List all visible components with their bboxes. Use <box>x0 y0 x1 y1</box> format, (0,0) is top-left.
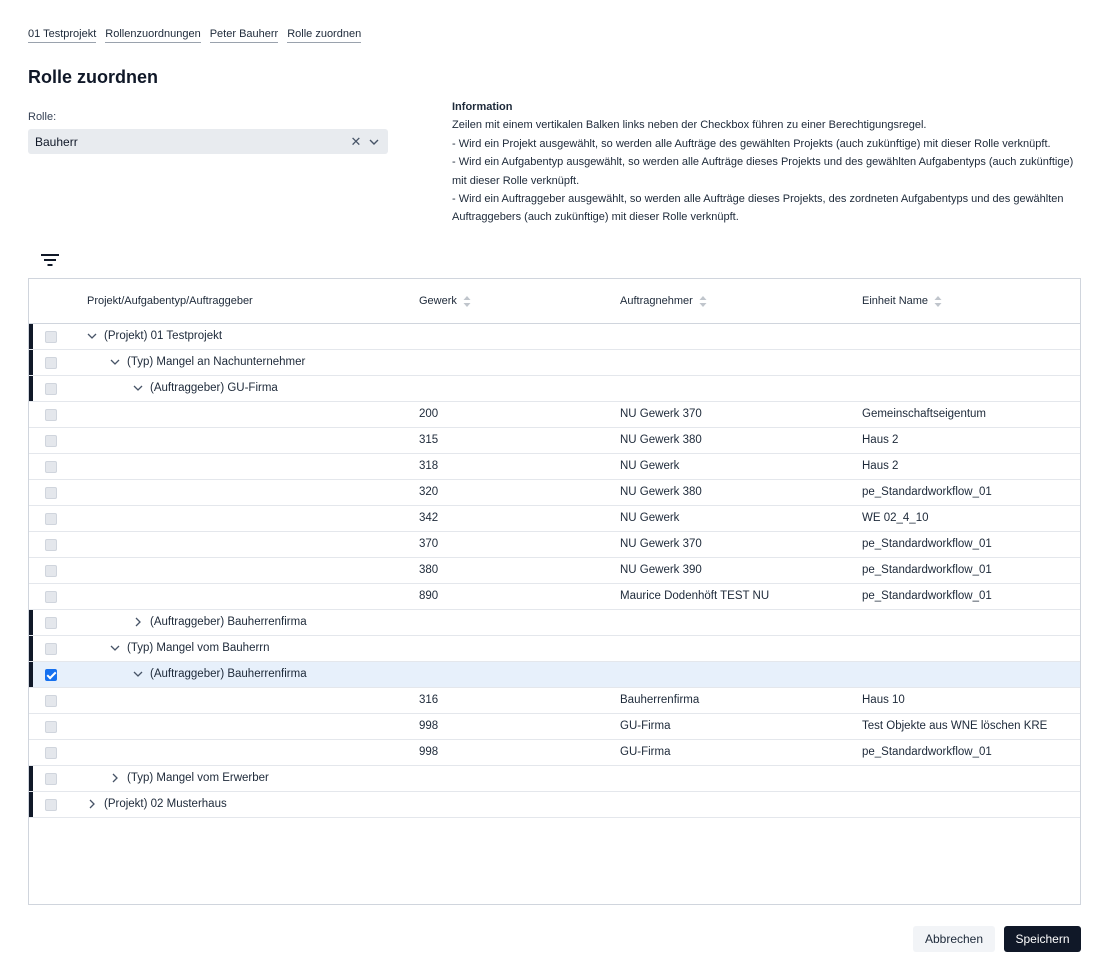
tree-node <box>110 772 269 784</box>
chevron-right-icon[interactable] <box>87 799 97 809</box>
row-checkbox[interactable] <box>45 383 57 395</box>
table-row[interactable] <box>29 428 1080 454</box>
row-checkbox[interactable] <box>45 695 57 707</box>
table-row[interactable] <box>29 740 1080 766</box>
information-line: - Wird ein Auftraggeber ausgewählt, so werden alle Aufträge dieses Projekts, des zordneten Aufgabentyps und des gewählten Auftraggebers (auch zukünftige) mit dieser Rolle verknüpft. <box>452 193 1064 224</box>
chevron-down-icon[interactable] <box>110 643 120 653</box>
save-button[interactable]: Speichern <box>1004 926 1081 952</box>
sort-icon <box>934 296 942 307</box>
information-line: - Wird ein Projekt ausgewählt, so werden alle Aufträge des gewählten Projekts (auch zukünftige) mit dieser Rolle verknüpft. <box>452 137 1051 150</box>
rolle-label: Rolle: <box>28 111 57 123</box>
einheit-cell: Haus 2 <box>862 434 899 446</box>
tree-node-label: (Projekt) 02 Musterhaus <box>104 798 227 810</box>
gewerk-cell: 320 <box>419 486 439 498</box>
assignment-tree-table <box>28 278 1081 905</box>
row-checkbox[interactable] <box>45 513 57 525</box>
rule-indicator-bar <box>29 766 33 791</box>
gewerk-cell: 380 <box>419 564 439 576</box>
einheit-cell: pe_Standardworkflow_01 <box>862 538 992 550</box>
chevron-down-icon[interactable] <box>367 139 381 145</box>
rolle-select-value: Bauherr <box>35 134 78 149</box>
tree-row[interactable] <box>29 766 1080 792</box>
gewerk-cell: 200 <box>419 408 439 420</box>
table-row[interactable] <box>29 506 1080 532</box>
cancel-button[interactable]: Abbrechen <box>913 926 995 952</box>
row-checkbox[interactable] <box>45 409 57 421</box>
chevron-down-icon[interactable] <box>87 331 97 341</box>
tree-node <box>110 642 270 654</box>
rule-indicator-bar <box>29 324 33 349</box>
table-row[interactable] <box>29 532 1080 558</box>
tree-row[interactable] <box>29 350 1080 376</box>
tree-node <box>133 616 307 628</box>
auftragnehmer-cell: Maurice Dodenhöft TEST NU <box>620 590 770 602</box>
chevron-down-icon[interactable] <box>133 383 143 393</box>
row-checkbox[interactable] <box>45 435 57 447</box>
tree-node-label: (Auftraggeber) GU-Firma <box>150 382 278 394</box>
rule-indicator-bar <box>29 662 33 687</box>
tree-row[interactable] <box>29 636 1080 662</box>
rule-indicator-bar <box>29 636 33 661</box>
chevron-down-icon[interactable] <box>110 357 120 367</box>
filter-icon[interactable] <box>40 252 60 268</box>
rule-indicator-bar <box>29 610 33 635</box>
rule-indicator-bar <box>29 376 33 401</box>
row-checkbox[interactable] <box>45 799 57 811</box>
tree-node <box>87 330 222 342</box>
auftragnehmer-cell: NU Gewerk 380 <box>620 434 702 446</box>
row-checkbox[interactable] <box>45 617 57 629</box>
gewerk-cell: 998 <box>419 746 439 758</box>
information-title: Information <box>452 101 513 113</box>
einheit-cell: WE 02_4_10 <box>862 512 929 524</box>
rule-indicator-bar <box>29 792 33 817</box>
row-checkbox[interactable] <box>45 747 57 759</box>
tree-node-label: (Typ) Mangel vom Bauherrn <box>127 642 270 654</box>
gewerk-cell: 318 <box>419 460 439 472</box>
gewerk-cell: 315 <box>419 434 439 446</box>
auftragnehmer-cell: NU Gewerk 390 <box>620 564 702 576</box>
gewerk-cell: 316 <box>419 694 439 706</box>
table-row[interactable] <box>29 714 1080 740</box>
tree-row[interactable] <box>29 792 1080 818</box>
tree-row[interactable] <box>29 662 1080 688</box>
row-checkbox[interactable] <box>45 565 57 577</box>
close-icon[interactable]: ✕ <box>350 133 362 149</box>
information-line: Zeilen mit einem vertikalen Balken links neben der Checkbox führen zu einer Berechtigungsregel. <box>452 119 927 132</box>
table-row[interactable] <box>29 454 1080 480</box>
row-checkbox[interactable] <box>45 669 57 681</box>
table-row[interactable] <box>29 688 1080 714</box>
gewerk-cell: 342 <box>419 512 439 524</box>
row-checkbox[interactable] <box>45 331 57 343</box>
auftragnehmer-cell: NU Gewerk 370 <box>620 538 702 550</box>
column-header-einheit[interactable]: Einheit Name <box>862 295 942 307</box>
einheit-cell: pe_Standardworkflow_01 <box>862 746 992 758</box>
tree-row[interactable] <box>29 610 1080 636</box>
information-panel <box>452 98 1082 227</box>
auftragnehmer-cell: GU-Firma <box>620 720 671 732</box>
row-checkbox[interactable] <box>45 643 57 655</box>
einheit-cell: Haus 2 <box>862 460 899 472</box>
table-row[interactable] <box>29 584 1080 610</box>
auftragnehmer-cell: Bauherrenfirma <box>620 694 700 706</box>
einheit-cell: Haus 10 <box>862 694 905 706</box>
tree-node-label: (Typ) Mangel vom Erwerber <box>127 772 269 784</box>
breadcrumb <box>28 27 361 43</box>
gewerk-cell: 890 <box>419 590 439 602</box>
chevron-right-icon[interactable] <box>133 617 143 627</box>
column-header-gewerk[interactable]: Gewerk <box>419 295 471 307</box>
sort-icon <box>699 296 707 307</box>
einheit-cell: pe_Standardworkflow_01 <box>862 590 992 602</box>
row-checkbox[interactable] <box>45 461 57 473</box>
table-row[interactable] <box>29 480 1080 506</box>
einheit-cell: pe_Standardworkflow_01 <box>862 564 992 576</box>
tree-node <box>133 668 307 680</box>
sort-icon <box>463 296 471 307</box>
rolle-select[interactable] <box>28 129 388 154</box>
breadcrumb-role-assignments[interactable]: Rollenzuordnungen <box>105 27 200 43</box>
page-title: Rolle zuordnen <box>28 67 158 87</box>
row-checkbox[interactable] <box>45 721 57 733</box>
tree-row[interactable] <box>29 324 1080 350</box>
column-header-projekt: Projekt/Aufgabentyp/Auftraggeber <box>87 295 253 307</box>
tree-node <box>133 382 278 394</box>
auftragnehmer-cell: NU Gewerk <box>620 512 680 524</box>
gewerk-cell: 370 <box>419 538 439 550</box>
row-checkbox[interactable] <box>45 539 57 551</box>
einheit-cell: pe_Standardworkflow_01 <box>862 486 992 498</box>
tree-node <box>110 356 305 368</box>
einheit-cell: Test Objekte aus WNE löschen KRE <box>862 720 1048 732</box>
row-checkbox[interactable] <box>45 357 57 369</box>
auftragnehmer-cell: NU Gewerk <box>620 460 680 472</box>
auftragnehmer-cell: NU Gewerk 370 <box>620 408 702 420</box>
tree-node-label: (Auftraggeber) Bauherrenfirma <box>150 668 307 680</box>
table-row[interactable] <box>29 558 1080 584</box>
row-checkbox[interactable] <box>45 773 57 785</box>
chevron-right-icon[interactable] <box>110 773 120 783</box>
rule-indicator-bar <box>29 350 33 375</box>
gewerk-cell: 998 <box>419 720 439 732</box>
auftragnehmer-cell: NU Gewerk 380 <box>620 486 702 498</box>
breadcrumb-current[interactable]: Rolle zuordnen <box>287 27 361 43</box>
tree-row[interactable] <box>29 376 1080 402</box>
breadcrumb-project[interactable]: 01 Testprojekt <box>28 27 96 43</box>
tree-node <box>87 798 227 810</box>
auftragnehmer-cell: GU-Firma <box>620 746 671 758</box>
column-header-auftragnehmer[interactable]: Auftragnehmer <box>620 295 707 307</box>
table-header <box>29 279 1080 324</box>
row-checkbox[interactable] <box>45 591 57 603</box>
breadcrumb-user[interactable]: Peter Bauherr <box>210 27 278 43</box>
tree-node-label: (Projekt) 01 Testprojekt <box>104 330 223 342</box>
tree-node-label: (Typ) Mangel an Nachunternehmer <box>127 356 306 368</box>
chevron-down-icon[interactable] <box>133 669 143 679</box>
einheit-cell: Gemeinschaftseigentum <box>862 408 987 420</box>
information-line: - Wird ein Aufgabentyp ausgewählt, so werden alle Aufträge dieses Projekts und des gewählten Aufgabentyps (auch zukünftige) mit dieser Rolle verknüpft. <box>452 156 1074 187</box>
table-row[interactable] <box>29 402 1080 428</box>
tree-node-label: (Auftraggeber) Bauherrenfirma <box>150 616 307 628</box>
row-checkbox[interactable] <box>45 487 57 499</box>
